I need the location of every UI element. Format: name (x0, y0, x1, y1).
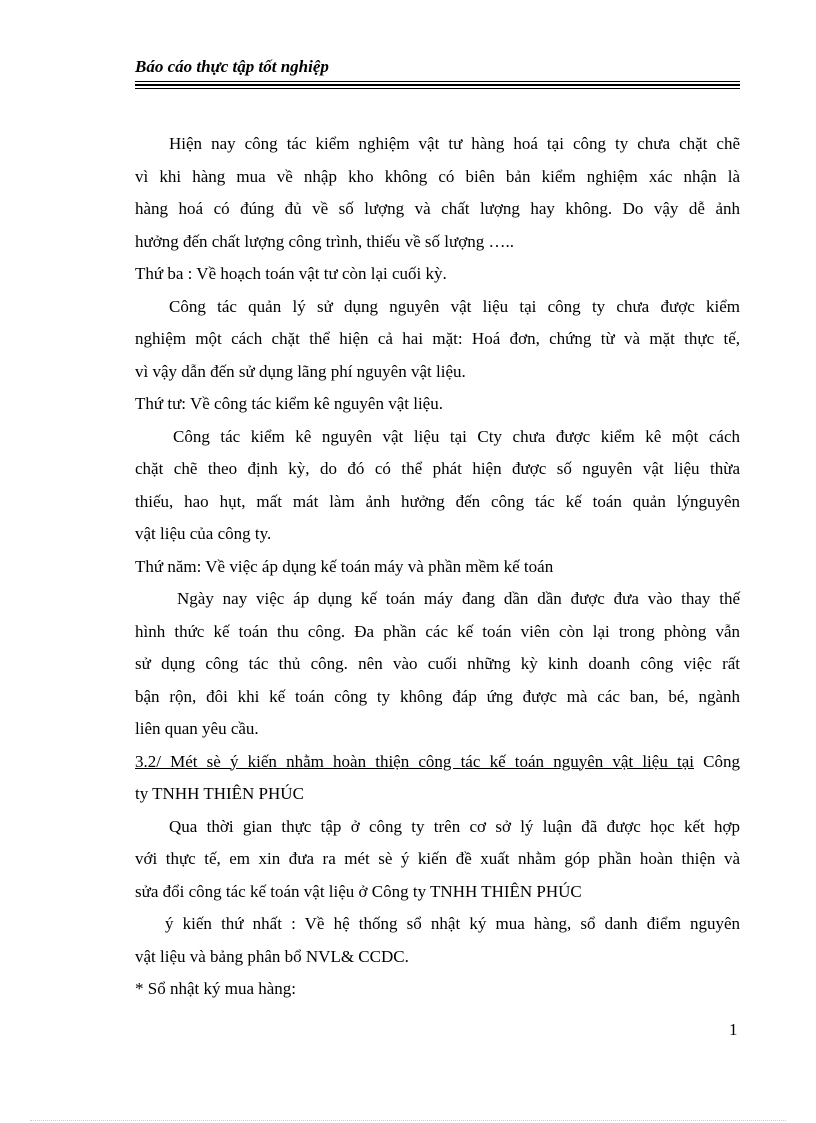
header-rule (135, 88, 740, 89)
text-line: Công tác quản lý sử dụng nguyên vật liệu tại công ty chưa được kiểm (169, 296, 740, 316)
body-text (135, 128, 740, 1006)
report-title: Báo cáo thực tập tốt nghiệp (135, 57, 329, 76)
page-number: 1 (729, 1020, 738, 1039)
section-heading-tail: Công (693, 751, 740, 771)
text-line: hình thức kế toán thu công. Đa phần các kế toán viên còn lại trong phòng vẫn (135, 621, 740, 641)
section-heading (135, 746, 740, 779)
text-line: vật liệu và bảng phân bổ NVL& CCDC. (135, 946, 409, 966)
text-line: Ngày nay việc áp dụng kế toán máy đang dần dần được đưa vào thay thế (177, 589, 740, 608)
text-line: vì vậy dẫn đến sử dụng lãng phí nguyên vật liệu. (135, 361, 466, 381)
page-bottom-border (30, 1120, 786, 1121)
text-line: Thứ ba : Về hoạch toán vật tư còn lại cuối kỳ. (135, 264, 447, 283)
text-line: ý kiến thứ nhất : Về hệ thống sổ nhật ký mua hàng, sổ danh điểm nguyên (165, 914, 740, 933)
text-line: sửa đổi công tác kế toán vật liệu ở Công ty TNHH THIÊN PHÚC (135, 881, 582, 901)
text-line: bận rộn, đôi khi kế toán công ty không đáp ứng được mà các ban, bé, ngành (135, 686, 740, 706)
text-line: Thứ tư: Về công tác kiểm kê nguyên vật liệu. (135, 394, 443, 413)
text-line: Hiện nay công tác kiểm nghiệm vật tư hàng hoá tại công ty chưa chặt chẽ (169, 134, 740, 153)
text-line: Công tác kiểm kê nguyên vật liệu tại Cty chưa được kiểm kê một cách (173, 426, 740, 446)
header-rule (135, 81, 740, 82)
section-heading-line2: ty TNHH THIÊN PHÚC (135, 784, 304, 803)
text-line: chặt chẽ theo định kỳ, do đó có thể phát hiện được số nguyên vật liệu thừa (135, 459, 740, 478)
text-line: vật liệu của công ty. (135, 524, 272, 543)
text-line: nghiệm một cách chặt thể hiện cả hai mặt: Hoá đơn, chứng từ và mặt thực tế, (135, 329, 740, 348)
text-line: liên quan yêu cầu. (135, 719, 259, 738)
text-line: sử dụng công tác thủ công. nên vào cuối những kỳ kinh doanh công việc rất (135, 654, 740, 673)
section-heading-underlined: 3.2/ Mét sè ý kiến nhằm hoàn thiện công tác kế toán nguyên vật liệu tại (135, 751, 694, 771)
text-line: Qua thời gian thực tập ở công ty trên cơ sở lý luận đã được học kết hợp (169, 816, 740, 836)
text-line: với thực tế, em xin đưa ra mét sè ý kiến đề xuất nhằm góp phần hoàn thiện và (135, 849, 740, 868)
header-rule (135, 84, 740, 86)
text-line: hưởng đến chất lượng công trình, thiếu về số lượng ….. (135, 231, 514, 251)
text-line: Thứ năm: Về việc áp dụng kế toán máy và phần mềm kế toán (135, 556, 554, 576)
page-header (135, 55, 740, 79)
text-line: * Sổ nhật ký mua hàng: (135, 979, 297, 998)
text-line: thiếu, hao hụt, mất mát làm ảnh hưởng đến công tác kế toán quản lýnguyên (135, 491, 740, 511)
text-line: hàng hoá có đúng đủ về số lượng và chất lượng hay không. Do vậy dễ ảnh (135, 199, 740, 218)
text-line: vì khi hàng mua về nhập kho không có biên bản kiểm nghiệm xác nhận là (135, 166, 740, 186)
